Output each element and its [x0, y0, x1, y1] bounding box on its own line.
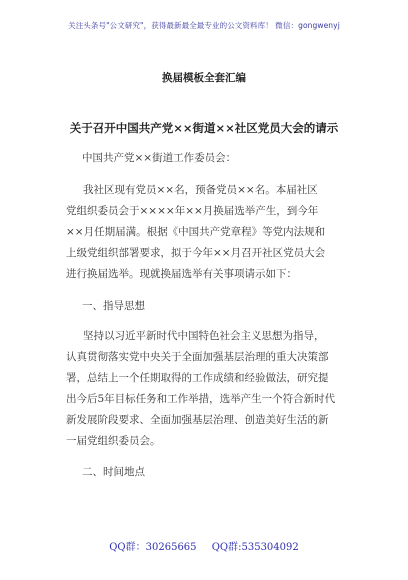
- paragraph-1-line: 党组织委员会于××××年××月换届选举产生，到今年: [66, 205, 319, 217]
- paragraph-1: [66, 180, 346, 285]
- paragraph-1-line: 上级党组织部署要求，拟于今年××月召开社区党员大会: [66, 247, 326, 259]
- paragraph-2-line: 坚持以习近平新时代中国特色社会主义思想为指导，: [83, 330, 325, 342]
- salutation: 中国共产党××街道工作委员会：: [82, 152, 237, 164]
- document-title: 换届模板全套汇编: [162, 72, 246, 84]
- header-note: 关注头条号"公文研究"，获得最新最全最专业的公文资料库！ 微信：gongwenyj: [68, 21, 340, 30]
- paragraph-2-line: 署，总结上一个任期取得的工作成绩和经验做法，研究提: [66, 372, 329, 384]
- document-subtitle: 关于召开中国共产党××街道××社区党员大会的请示: [69, 121, 339, 135]
- section-heading-1: 一、指导思想: [82, 300, 145, 312]
- footer-qq-group-1: QQ群：30265665: [109, 542, 197, 553]
- footer: [0, 538, 408, 553]
- footer-qq-group-2: QQ群:535304092: [211, 542, 299, 553]
- section-heading-2: 二、时间地点: [82, 466, 145, 478]
- paragraph-2-line: 新发展阶段要求、全面加强基层治理、创造美好生活的新: [66, 414, 329, 426]
- paragraph-2: [66, 326, 346, 452]
- paragraph-1-line: 我社区现有党员××名，预备党员××名。本届社区: [83, 184, 318, 196]
- paragraph-2-line: 认真贯彻落实党中央关于全面加强基层治理的重大决策部: [66, 351, 329, 363]
- paragraph-1-line: 进行换届选举。现就换届选举有关事项请示如下：: [66, 268, 297, 280]
- paragraph-2-line: 一届党组织委员会。: [66, 435, 161, 447]
- paragraph-1-line: ××月任期届满。根据《中国共产党章程》等党内法规和: [66, 226, 326, 238]
- paragraph-2-line: 出今后5年目标任务和工作举措，选举产生一个符合新时代: [66, 393, 336, 405]
